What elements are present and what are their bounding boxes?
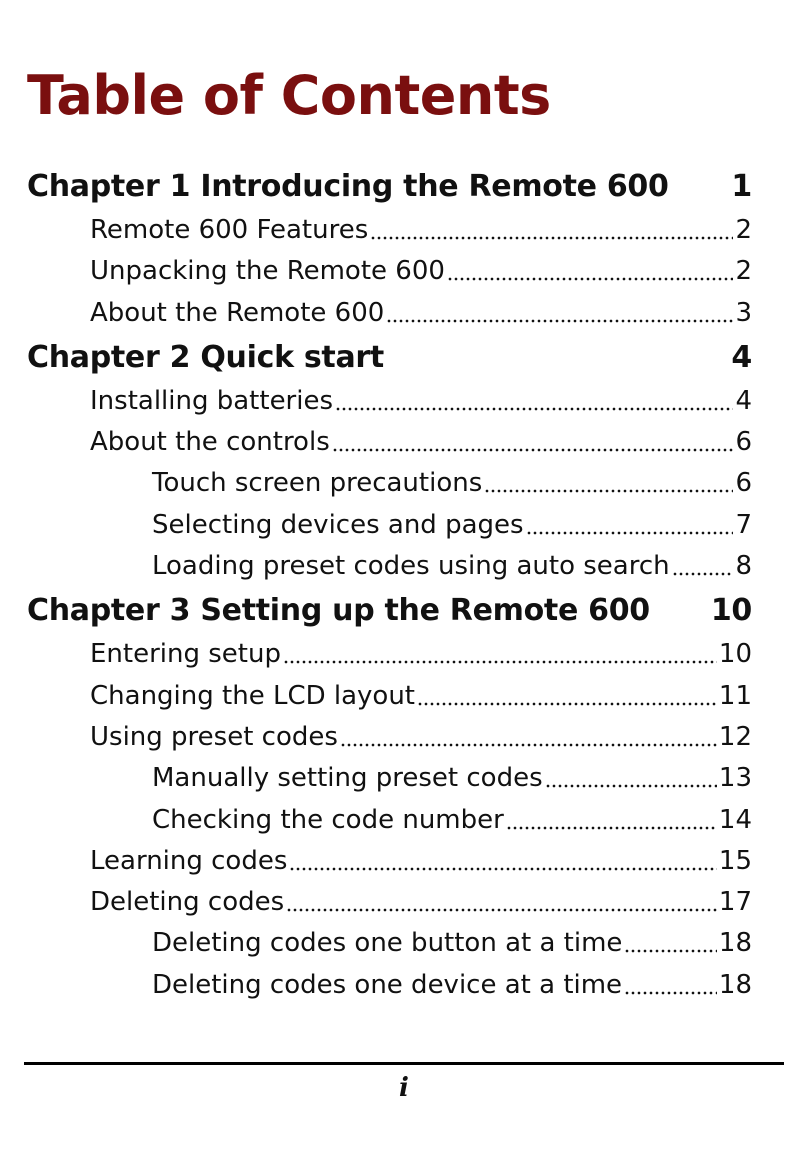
entry-page-number: 11 bbox=[718, 680, 752, 711]
toc-entry-checking-the-code-number[interactable] bbox=[0, 800, 808, 841]
entry-title: Checking the code number bbox=[152, 804, 504, 835]
entry-title: About the controls bbox=[90, 427, 330, 458]
dot-leader bbox=[286, 889, 717, 912]
page-title: Table of Contents bbox=[27, 64, 551, 127]
entry-page-number: 17 bbox=[718, 887, 752, 918]
dot-leader bbox=[335, 388, 733, 411]
page-number: i bbox=[399, 1073, 409, 1103]
toc-chapter-1[interactable] bbox=[0, 163, 808, 210]
entry-page-number: 2 bbox=[735, 256, 752, 287]
entry-title: About the Remote 600 bbox=[90, 297, 385, 328]
entry-page-number: 7 bbox=[735, 509, 752, 540]
toc-chapter-2[interactable] bbox=[0, 334, 808, 381]
toc-entry-entering-setup[interactable] bbox=[0, 634, 808, 675]
entry-title: Using preset codes bbox=[90, 721, 338, 752]
chapter-page-number: 1 bbox=[731, 169, 752, 204]
chapter-title: Chapter 2 Quick start bbox=[27, 339, 384, 375]
dot-leader bbox=[526, 511, 734, 534]
dot-leader bbox=[484, 470, 733, 493]
toc-chapter-3[interactable] bbox=[0, 587, 808, 634]
chapter-page-number: 10 bbox=[710, 593, 752, 629]
dot-leader bbox=[386, 299, 733, 322]
toc-entry-about-the-controls[interactable] bbox=[0, 422, 808, 463]
entry-title: Changing the LCD layout bbox=[90, 680, 415, 711]
chapter-title: Chapter 3 Setting up the Remote 600 bbox=[27, 593, 650, 629]
entry-page-number: 6 bbox=[735, 468, 752, 499]
entry-page-number: 10 bbox=[718, 639, 752, 670]
toc-entry-about-the-remote-600[interactable] bbox=[0, 293, 808, 334]
dot-leader bbox=[506, 806, 717, 829]
entry-title: Remote 600 Features bbox=[90, 215, 369, 245]
entry-title: Touch screen precautions bbox=[152, 468, 483, 499]
toc-entry-unpacking-the-remote-600[interactable] bbox=[0, 251, 808, 292]
dot-leader bbox=[624, 930, 716, 953]
dot-leader bbox=[624, 971, 717, 994]
table-of-contents bbox=[0, 163, 808, 1006]
entry-page-number: 8 bbox=[735, 551, 752, 582]
toc-entry-deleting-codes-one-device[interactable] bbox=[0, 965, 808, 1006]
dot-leader bbox=[447, 258, 734, 281]
entry-title: Entering setup bbox=[90, 639, 281, 670]
entry-page-number: 3 bbox=[735, 297, 752, 328]
entry-title: Unpacking the Remote 600 bbox=[90, 256, 445, 287]
dot-leader bbox=[340, 724, 717, 747]
dot-leader bbox=[370, 217, 733, 240]
toc-entry-learning-codes[interactable] bbox=[0, 841, 808, 882]
entry-title: Installing batteries bbox=[90, 385, 334, 416]
entry-title: Deleting codes one device at a time bbox=[152, 969, 623, 1000]
dot-leader bbox=[289, 847, 717, 870]
entry-page-number: 4 bbox=[735, 385, 752, 416]
entry-page-number: 2 bbox=[735, 215, 752, 245]
footer-rule bbox=[24, 1062, 784, 1065]
toc-entry-installing-batteries[interactable] bbox=[0, 381, 808, 422]
entry-page-number: 18 bbox=[718, 969, 752, 1000]
toc-entry-deleting-codes-one-button[interactable] bbox=[0, 923, 808, 964]
entry-page-number: 13 bbox=[718, 763, 752, 794]
dot-leader bbox=[545, 765, 717, 788]
toc-entry-deleting-codes[interactable] bbox=[0, 882, 808, 923]
toc-entry-touch-screen-precautions[interactable] bbox=[0, 463, 808, 504]
entry-title: Manually setting preset codes bbox=[152, 763, 543, 794]
entry-title: Learning codes bbox=[90, 845, 288, 876]
entry-page-number: 18 bbox=[718, 928, 752, 959]
entry-title: Deleting codes one button at a time bbox=[152, 928, 623, 959]
entry-page-number: 6 bbox=[735, 427, 752, 458]
chapter-title: Chapter 1 Introducing the Remote 600 bbox=[27, 169, 669, 204]
toc-entry-selecting-devices-and-pages[interactable] bbox=[0, 505, 808, 546]
toc-entry-using-preset-codes[interactable] bbox=[0, 717, 808, 758]
entry-page-number: 15 bbox=[718, 845, 752, 876]
toc-entry-manually-setting-preset-codes[interactable] bbox=[0, 758, 808, 799]
entry-title: Selecting devices and pages bbox=[152, 509, 524, 540]
toc-entry-remote-600-features[interactable] bbox=[0, 210, 808, 251]
chapter-page-number: 4 bbox=[731, 339, 752, 375]
dot-leader bbox=[332, 429, 734, 452]
dot-leader bbox=[672, 553, 734, 576]
dot-leader bbox=[417, 682, 717, 705]
toc-entry-changing-the-lcd-layout[interactable] bbox=[0, 676, 808, 717]
entry-title: Deleting codes bbox=[90, 887, 285, 918]
toc-entry-loading-preset-codes[interactable] bbox=[0, 546, 808, 587]
entry-page-number: 12 bbox=[718, 721, 752, 752]
entry-page-number: 14 bbox=[718, 804, 752, 835]
dot-leader bbox=[283, 641, 717, 664]
entry-title: Loading preset codes using auto search bbox=[152, 551, 670, 582]
